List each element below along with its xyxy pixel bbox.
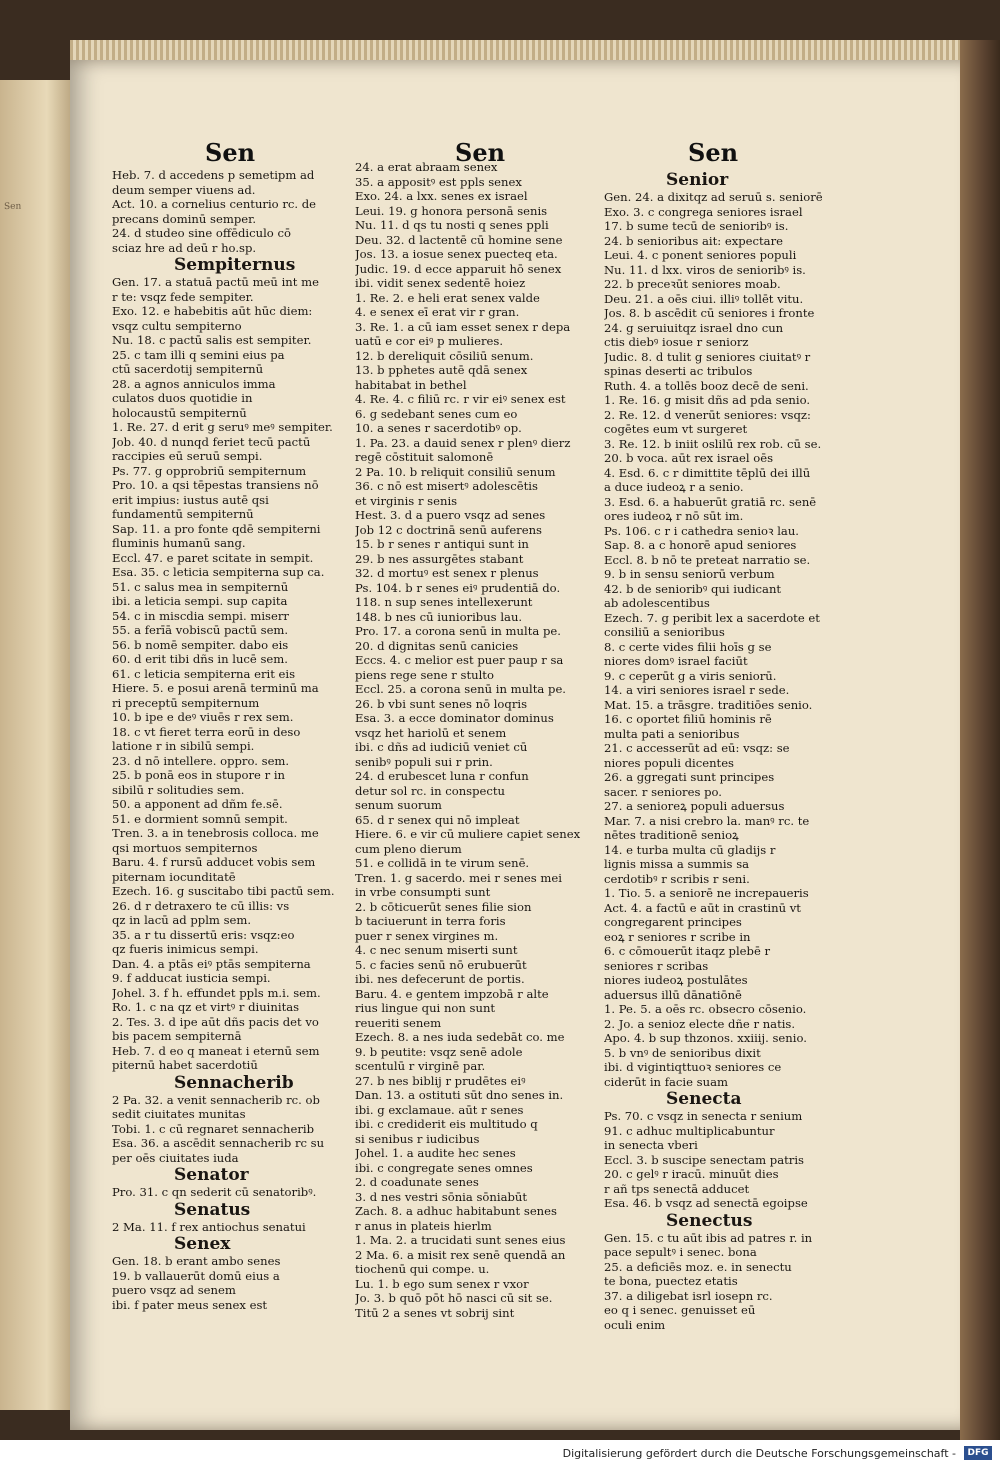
concordance-line: Dan. 13. a ostituti sūt dno senes in. xyxy=(355,1088,564,1102)
concordance-line: 22. b preceꝛūt seniores moab. xyxy=(604,277,781,291)
concordance-line: sedit ciuitates munitas xyxy=(112,1107,246,1121)
concordance-line: Zach. 8. a adhuc habitabunt senes xyxy=(355,1204,557,1218)
section-heading: Sempiternus xyxy=(174,255,296,275)
concordance-line: bis pacem sempiternā xyxy=(112,1029,242,1043)
funding-note: Digitalisierung gefördert durch die Deutsche Forschungsgemeinschaft - xyxy=(562,1447,956,1460)
concordance-line: 4. e senex eī erat vir r gran. xyxy=(355,305,520,319)
concordance-line: cum pleno dierum xyxy=(355,841,462,856)
concordance-line: 20. b voca. aūt rex israel oēs xyxy=(604,451,774,465)
concordance-line: ibi. c dñs ad iudiciū veniet cū xyxy=(355,740,528,754)
concordance-line: Act. 4. a factū e aūt in crastinū vt xyxy=(604,900,801,915)
section-heading: Sennacherib xyxy=(174,1072,294,1093)
section-heading: Senecta xyxy=(666,1089,742,1109)
concordance-line: in vrbe consumpti sunt xyxy=(355,885,491,899)
concordance-line: 24. d erubescet luna r confun xyxy=(355,769,529,783)
concordance-line: 14. a viri seniores israel r sede. xyxy=(604,683,790,697)
concordance-line: seniores r scribas xyxy=(604,958,709,973)
concordance-line: erit impius: iustus autē qsi xyxy=(112,492,269,507)
concordance-line: detur sol rc. in conspectu xyxy=(355,783,506,798)
concordance-line: Ps. 77. g opprobriū sempiternum xyxy=(112,463,307,478)
concordance-line: senibꝰ populi sui r prin. xyxy=(355,754,493,769)
concordance-line: niores iudeoꝝ postulātes xyxy=(604,973,748,987)
concordance-line: 25. c tam illi q semini eius pa xyxy=(112,347,285,362)
concordance-line: ibi. d vigintiqttuoꝛ seniores ce xyxy=(604,1060,782,1074)
concordance-line: 36. c nō est misertꝰ adolescētis xyxy=(355,479,538,493)
concordance-line: eo q i senec. genuisset eū xyxy=(604,1303,756,1317)
concordance-line: Johel. 3. f h. effundet ppls m.i. sem. xyxy=(112,985,321,1000)
concordance-line: 54. c in miscdia sempi. miserr xyxy=(112,608,289,623)
concordance-line: Judic. 8. d tulit g seniores ciuitatꝰ r xyxy=(604,349,811,364)
concordance-line: 16. c oportet filiū hominis rē xyxy=(604,712,772,726)
concordance-line: aduersus illū dānatiōnē xyxy=(604,987,742,1002)
concordance-line: ctū sacerdotij sempiternū xyxy=(112,362,264,376)
concordance-line: Ezech. 7. g peribit lex a sacerdote et xyxy=(604,610,820,625)
concordance-line: 4. c nec senum miserti sunt xyxy=(355,943,518,957)
column-header-1: Sen xyxy=(205,138,256,167)
concordance-line: 37. a diligebat isrl iosepn rc. xyxy=(604,1288,773,1303)
concordance-line: 24. b senioribus ait: expectare xyxy=(604,233,783,248)
concordance-line: cerdotibꝰ r scribis r seni. xyxy=(604,871,750,886)
concordance-line: 9. f adducat iusticia sempi. xyxy=(112,971,271,985)
concordance-line: 23. d nō intellere. oppro. sem. xyxy=(112,753,290,768)
concordance-line: Ezech. 16. g suscitabo tibi pactū sem. xyxy=(112,884,335,898)
concordance-line: vsqz het hariolū et senem xyxy=(355,725,507,740)
concordance-line: Exo. 3. c congrega seniores israel xyxy=(604,204,803,219)
concordance-line: scentulū r virginē par. xyxy=(355,1059,486,1073)
concordance-line: et virginis r senis xyxy=(355,493,458,508)
concordance-line: 24. a erat abraam senex xyxy=(355,160,498,174)
concordance-line: Heb. 7. d eo q maneat i eternū sem xyxy=(112,1043,320,1058)
concordance-line: niores domꝰ israel faciūt xyxy=(604,654,748,668)
concordance-line: Heb. 7. d accedens p semetipm ad xyxy=(112,168,315,182)
digitization-footer xyxy=(0,1440,1000,1467)
concordance-line: 148. b nes cū iunioribus lau. xyxy=(355,609,523,624)
concordance-line: 2 Pa. 10. b reliquit consiliū senum xyxy=(355,464,556,479)
concordance-line: r te: vsqz fede sempiter. xyxy=(112,289,254,304)
concordance-line: Eccs. 4. c melior est puer paup r sa xyxy=(355,653,564,667)
concordance-line: multa pati a senioribus xyxy=(604,726,740,741)
concordance-line: sibilū r solitudies sem. xyxy=(112,782,245,797)
concordance-line: eoꝝ r seniores r scribe in xyxy=(604,929,751,944)
concordance-line: sacer. r seniores po. xyxy=(604,784,722,799)
concordance-line: Job 12 c doctrinā senū auferens xyxy=(355,522,543,537)
concordance-line: 2 Ma. 11. f rex antiochus senatui xyxy=(112,1219,306,1234)
concordance-line: congregarent principes xyxy=(604,915,742,929)
concordance-line: Sap. 11. a pro fonte qdē sempiterni xyxy=(112,521,321,536)
concordance-line: Jos. 13. a iosue senex puecteq eta. xyxy=(355,247,558,261)
concordance-line: pace sepultꝰ i senec. bona xyxy=(604,1245,757,1259)
concordance-line: in senecta vberi xyxy=(604,1138,698,1152)
concordance-line: 2 Ma. 6. a misit rex senē quendā an xyxy=(355,1247,566,1262)
concordance-line: Sap. 8. a c honorē apud seniores xyxy=(604,538,797,552)
concordance-line: Lu. 1. b ego sum senex r vxor xyxy=(355,1276,529,1291)
concordance-line: Hest. 3. d a puero vsqz ad senes xyxy=(355,508,546,522)
concordance-line: puero vsqz ad senem xyxy=(112,1283,236,1297)
concordance-line: 3. Esd. 6. a habuerūt gratiā rc. senē xyxy=(604,494,817,509)
concordance-line: oculi enim xyxy=(604,1317,666,1332)
concordance-line: rius lingue qui non sunt xyxy=(355,1001,496,1015)
concordance-line: 26. a ggregati sunt principes xyxy=(604,770,775,784)
section-heading: Senex xyxy=(174,1234,231,1254)
concordance-line: 1. Tio. 5. a seniorē ne increpaueris xyxy=(604,886,809,900)
concordance-line: Pro. 10. a qsi tēpestas transiens nō xyxy=(112,478,319,492)
concordance-line: 9. c ceperūt g a viris seniorū. xyxy=(604,668,777,683)
concordance-line: 27. a senioreꝝ populi aduersus xyxy=(604,799,785,813)
concordance-line: Baru. 4. e gentem impzobā r alte xyxy=(355,986,549,1001)
concordance-line: 1. Pe. 5. a oēs rc. obsecro cōsenio. xyxy=(604,1002,807,1016)
concordance-line: 28. a agnos anniculos imma xyxy=(112,376,276,391)
column-header-3: Sen xyxy=(688,138,739,167)
concordance-line: te bona, puectez etatis xyxy=(604,1274,738,1288)
concordance-line: 20. c gelꝰ r iracū. minuūt dies xyxy=(604,1167,779,1181)
concordance-line: culatos duos quotidie in xyxy=(112,391,253,405)
concordance-line: r anus in plateis hierlm xyxy=(355,1218,492,1233)
concordance-line: 6. c cōmouerūt itaqz plebē r xyxy=(604,944,771,958)
concordance-line: precans dominū semper. xyxy=(112,211,257,226)
concordance-line: regē cōstituit salomonē xyxy=(355,450,494,464)
concordance-line: Hiere. 6. e vir cū muliere capiet senex xyxy=(355,827,581,841)
concordance-line: Ps. 104. b r senes eiꝰ prudentiā do. xyxy=(355,580,561,595)
concordance-line: Mat. 15. a trāsgre. traditiōes senio. xyxy=(604,697,813,712)
concordance-line: 1. Re. 27. d erit g seruꝰ meꝰ sempiter. xyxy=(112,420,333,434)
concordance-line: 1. Re. 2. e heli erat senex valde xyxy=(355,290,540,305)
concordance-line: Deu. 32. d lactentē cū homine sene xyxy=(355,232,563,247)
section-heading: Senior xyxy=(666,170,729,190)
concordance-line: Leui. 4. c ponent seniores populi xyxy=(604,248,797,262)
concordance-line: piternū habet sacerdotiū xyxy=(112,1058,258,1072)
concordance-line: 2. Re. 12. d venerūt seniores: vsqz: xyxy=(604,407,811,422)
page-right-edge xyxy=(960,40,1000,1440)
concordance-line: Act. 10. a cornelius centurio rc. de xyxy=(112,197,317,211)
concordance-line: qz in lacū ad pplm sem. xyxy=(112,913,252,927)
concordance-line: 35. a appositꝰ est ppls senex xyxy=(355,174,522,189)
concordance-line: qz fueris inimicus sempi. xyxy=(112,942,259,956)
section-heading: Senator xyxy=(174,1165,249,1185)
concordance-line: 2. Jo. a senioz electe dñe r natis. xyxy=(604,1016,796,1031)
concordance-line: latione r in sibilū sempi. xyxy=(112,739,255,753)
concordance-line: Ezech. 8. a nes iuda sedebāt co. me xyxy=(355,1030,565,1044)
concordance-line: Job. 40. d nunqd feriet tecū pactū xyxy=(112,434,311,449)
concordance-line: 24. d studeo sine offēdiculo cō xyxy=(112,226,291,240)
concordance-line: Baru. 4. f rursū adducet vobis sem xyxy=(112,855,316,869)
concordance-line: 118. n sup senes intellexerunt xyxy=(355,595,533,609)
concordance-line: vsqz cultu sempiterno xyxy=(112,318,242,333)
concordance-line: 1. Ma. 2. a trucidati sunt senes eius xyxy=(355,1233,566,1247)
concordance-column-1 xyxy=(112,168,352,1312)
concordance-line: ciderūt in facie suam xyxy=(604,1074,728,1089)
concordance-line: ibi. vidit senex sedentē hoiez xyxy=(355,276,526,290)
concordance-line: 10. a senes r sacerdotibꝰ op. xyxy=(355,421,522,435)
concordance-line: 51. c salus mea in sempiternū xyxy=(112,579,289,594)
concordance-line: Deu. 21. a oēs ciui. illiꝰ tollēt vitu. xyxy=(604,291,804,306)
concordance-line: ibi. nes defecerunt de portis. xyxy=(355,972,525,986)
concordance-line: senum suorum xyxy=(355,798,442,812)
concordance-line: 18. c vt fieret terra eorū in deso xyxy=(112,724,301,739)
concordance-line: tiochenū qui compe. u. xyxy=(355,1262,490,1276)
concordance-line: 50. a apponent ad dñm fe.sē. xyxy=(112,797,283,811)
concordance-line: Ro. 1. c na qz et virtꝰ r diuinitas xyxy=(112,1000,300,1014)
concordance-line: 4. Re. 4. c filiū rc. r vir eiꝰ senex est xyxy=(355,392,566,406)
concordance-line: Esa. 36. a ascēdit sennacherib rc su xyxy=(112,1136,325,1150)
concordance-column-2 xyxy=(355,160,600,1320)
concordance-line: 12. b dereliquit cōsiliū senum. xyxy=(355,348,534,363)
concordance-line: 17. b sume tecū de senioribꝰ is. xyxy=(604,219,789,233)
concordance-line: Tren. 3. a in tenebrosis colloca. me xyxy=(112,826,319,840)
concordance-line: a duce iudeoꝝ r a senio. xyxy=(604,480,744,494)
concordance-line: 26. b vbi sunt senes nō loqris xyxy=(355,696,528,711)
concordance-line: ores iudeoꝝ r nō sūt im. xyxy=(604,509,744,523)
concordance-line: 1. Re. 16. g misit dñs ad pda senio. xyxy=(604,393,811,407)
concordance-line: 10. b ipe e deꝰ viuēs r rex sem. xyxy=(112,710,294,724)
concordance-line: 2. Tes. 3. d ipe aūt dñs pacis det vo xyxy=(112,1014,319,1029)
concordance-line: 35. a r tu dissertū eris: vsqz:eo xyxy=(112,927,295,942)
concordance-line: per oēs ciuitates iuda xyxy=(112,1150,239,1165)
concordance-line: 25. b ponā eos in stupore r in xyxy=(112,768,286,782)
concordance-line: 61. c leticia sempiterna erit eis xyxy=(112,666,296,681)
concordance-line: 2. d coadunate senes xyxy=(355,1175,479,1189)
concordance-line: 27. b nes biblij r prudētes eiꝰ xyxy=(355,1073,526,1088)
concordance-line: 3. Re. 1. a cū iam esset senex r depa xyxy=(355,319,571,334)
concordance-line: Pro. 17. a corona senū in multa pe. xyxy=(355,624,561,638)
concordance-line: ibi. c crediderit eis multitudo q xyxy=(355,1117,538,1131)
concordance-line: 14. e turba multa cū gladijs r xyxy=(604,842,776,857)
concordance-line: 2 Pa. 32. a venit sennacherib rc. ob xyxy=(112,1092,320,1107)
facing-page-spine xyxy=(0,80,78,1410)
concordance-line: Hiere. 5. e posui arenā terminū ma xyxy=(112,681,319,695)
concordance-line: 32. d mortuꝰ est senex r plenus xyxy=(355,566,539,580)
concordance-line: consiliū a senioribus xyxy=(604,625,725,639)
concordance-line: Johel. 1. a audite hec senes xyxy=(355,1146,516,1160)
concordance-line: ibi. a leticia sempi. sup capita xyxy=(112,594,288,608)
concordance-line: 5. c facies senū nō erubuerūt xyxy=(355,957,527,972)
concordance-line: ctis diebꝰ iosue r seniorz xyxy=(604,335,749,349)
concordance-line: Pro. 31. c qn sederit cū senatoribꝰ. xyxy=(112,1185,317,1199)
concordance-line: 8. c certe vides filii hoīs g se xyxy=(604,639,772,654)
concordance-line: 60. d erit tibi dñs in lucē sem. xyxy=(112,652,288,666)
concordance-line: Eccl. 25. a corona senū in multa pe. xyxy=(355,682,566,696)
concordance-line: 29. b nes assurgētes stabant xyxy=(355,551,524,566)
concordance-line: deum semper viuens ad. xyxy=(112,182,256,197)
concordance-line: b taciuerunt in terra foris xyxy=(355,914,506,928)
concordance-column-3 xyxy=(604,170,839,1332)
concordance-line: Esa. 35. c leticia sempiterna sup ca. xyxy=(112,565,325,579)
concordance-line: Ruth. 4. a tollēs booz decē de seni. xyxy=(604,378,809,393)
concordance-line: Nu. 11. d lxx. viros de senioribꝰ is. xyxy=(604,262,806,277)
dfg-logo: DFG xyxy=(964,1446,992,1460)
concordance-line: Apo. 4. b sup thzonos. xxiiij. senio. xyxy=(604,1031,807,1045)
concordance-line: uatū e cor eiꝰ p mulieres. xyxy=(355,334,504,348)
concordance-line: Tren. 1. g sacerdo. mei r senes mei xyxy=(355,870,562,885)
concordance-line: Gen. 15. c tu aūt ibis ad patres r. in xyxy=(604,1230,813,1245)
concordance-line: Jo. 3. b quō pōt hō nasci cū sit se. xyxy=(355,1291,553,1305)
concordance-line: Eccl. 3. b suscipe senectam patris xyxy=(604,1152,804,1167)
concordance-line: 25. a deficiēs moz. e. in senectu xyxy=(604,1259,792,1274)
concordance-line: 91. c adhuc multiplicabuntur xyxy=(604,1123,775,1138)
concordance-line: 6. g sedebant senes cum eo xyxy=(355,406,518,421)
section-heading: Senatus xyxy=(174,1199,251,1220)
concordance-line: niores populi dicentes xyxy=(604,755,735,770)
concordance-line: 9. b peutite: vsqz senē adole xyxy=(355,1044,523,1059)
concordance-line: si senibus r iudicibus xyxy=(355,1131,480,1146)
concordance-line: 13. b pphetes autē qdā senex xyxy=(355,363,528,377)
concordance-line: 42. b de senioribꝰ qui iudicant xyxy=(604,581,782,596)
concordance-line: Eccl. 47. e paret scitate in sempit. xyxy=(112,550,314,565)
concordance-line: Nu. 11. d qs tu nosti q senes ppli xyxy=(355,218,549,232)
concordance-line: Ps. 70. c vsqz in senecta r senium xyxy=(604,1109,803,1123)
concordance-line: qsi mortuos sempiternos xyxy=(112,840,258,855)
concordance-line: reueriti senem xyxy=(355,1015,442,1030)
concordance-line: 9. b in sensu seniorū verbum xyxy=(604,567,775,581)
concordance-line: Gen. 24. a dixitqz ad seruū s. seniorē xyxy=(604,190,823,204)
concordance-line: Gen. 17. a statuā pactū meū int me xyxy=(112,275,319,289)
concordance-line: lignis missa a summis sa xyxy=(604,857,750,871)
concordance-line: Gen. 18. b erant ambo senes xyxy=(112,1254,281,1268)
concordance-line: 51. e collidā in te virum senē. xyxy=(355,856,530,870)
concordance-line: Eccl. 8. b nō te preteat narratio se. xyxy=(604,552,811,567)
concordance-line: 3. Re. 12. b iniit oslilū rex rob. cū se. xyxy=(604,436,822,451)
concordance-line: 56. b nomē sempiter. dabo eis xyxy=(112,637,289,652)
concordance-line: 4. Esd. 6. c r dimittite tēplū dei illū xyxy=(604,465,811,480)
concordance-line: Titū 2 a senes vt sobrij sint xyxy=(355,1305,515,1320)
concordance-line: 51. e dormient somnū sempit. xyxy=(112,811,288,826)
concordance-line: Dan. 4. a ptās eiꝰ ptās sempiterna xyxy=(112,956,311,971)
concordance-line: 5. b vnꝰ de senioribus dixit xyxy=(604,1045,761,1060)
concordance-line: cogētes eum vt surgeret xyxy=(604,422,748,436)
concordance-line: Mar. 7. a nisi crebro la. manꝰ rc. te xyxy=(604,813,810,828)
section-heading: Senectus xyxy=(666,1210,753,1231)
concordance-line: fluminis humanū sang. xyxy=(112,536,246,550)
concordance-line: spinas deserti ac tribulos xyxy=(604,364,753,378)
concordance-line: r añ tps senectā adducet xyxy=(604,1181,750,1196)
concordance-line: 1. Pa. 23. a dauid senex r plenꝰ dierz xyxy=(355,435,571,450)
concordance-line: ibi. f pater meus senex est xyxy=(112,1297,268,1312)
concordance-line: Jos. 8. b ascēdit cū seniores i fronte xyxy=(604,306,815,320)
concordance-line: 19. b vallauerūt domū eius a xyxy=(112,1268,280,1283)
concordance-line: Leui. 19. g honora personā senis xyxy=(355,203,548,218)
concordance-line: 26. d r detraxero te cū illis: vs xyxy=(112,898,290,913)
concordance-line: Exo. 12. e habebitis aūt hūc diem: xyxy=(112,304,313,318)
concordance-line: habitabat in bethel xyxy=(355,377,467,392)
concordance-line: sciaz hre ad deū r ho.sp. xyxy=(112,240,257,255)
concordance-line: ibi. g exclamaue. aūt r senes xyxy=(355,1102,524,1117)
concordance-line: 24. g seruiuitqz israel dno cun xyxy=(604,320,784,335)
concordance-line: 20. d dignitas senū canicies xyxy=(355,638,519,653)
concordance-line: 15. b r senes r antiqui sunt in xyxy=(355,537,529,551)
column-header-2: Sen xyxy=(455,138,506,167)
concordance-line: holocaustū sempiternū xyxy=(112,405,247,420)
concordance-line: 21. c accesserūt ad eū: vsqz: se xyxy=(604,741,790,755)
concordance-line: ab adolescentibus xyxy=(604,596,710,610)
concordance-line: Esa. 46. b vsqz ad senectā egoipse xyxy=(604,1196,808,1210)
concordance-line: puer r senex virgines m. xyxy=(355,928,499,943)
concordance-line: Nu. 18. c pactū salis est sempiter. xyxy=(112,333,312,347)
concordance-line: piens rege sene r stulto xyxy=(355,667,494,682)
concordance-line: fundamentū sempiternū xyxy=(112,507,254,521)
concordance-line: Tobi. 1. c cū regnaret sennacherib xyxy=(112,1121,314,1136)
concordance-line: ibi. c congregate senes omnes xyxy=(355,1160,533,1175)
concordance-line: 55. a ferīā vobiscū pactū sem. xyxy=(112,623,289,637)
concordance-line: nētes traditionē senioꝝ xyxy=(604,828,739,842)
concordance-line: Ps. 106. c r i cathedra senioꝛ lau. xyxy=(604,523,799,538)
facing-page-heading: Sen xyxy=(4,201,22,213)
concordance-line: raccipies eū seruū sempi. xyxy=(112,449,263,463)
concordance-line: 2. b cōticuerūt senes filie sion xyxy=(355,899,532,914)
concordance-line: piternam iocunditatē xyxy=(112,869,236,884)
concordance-line: Esa. 3. a ecce dominator dominus xyxy=(355,711,554,725)
concordance-line: 3. d nes vestri sōnia sōniabūt xyxy=(355,1189,528,1204)
concordance-line: Judic. 19. d ecce apparuit hō senex xyxy=(355,261,562,276)
concordance-line: Exo. 24. a lxx. senes ex israel xyxy=(355,189,528,203)
concordance-line: 65. d r senex qui nō impleat xyxy=(355,812,520,827)
concordance-line: ri preceptū sempiternum xyxy=(112,695,260,710)
